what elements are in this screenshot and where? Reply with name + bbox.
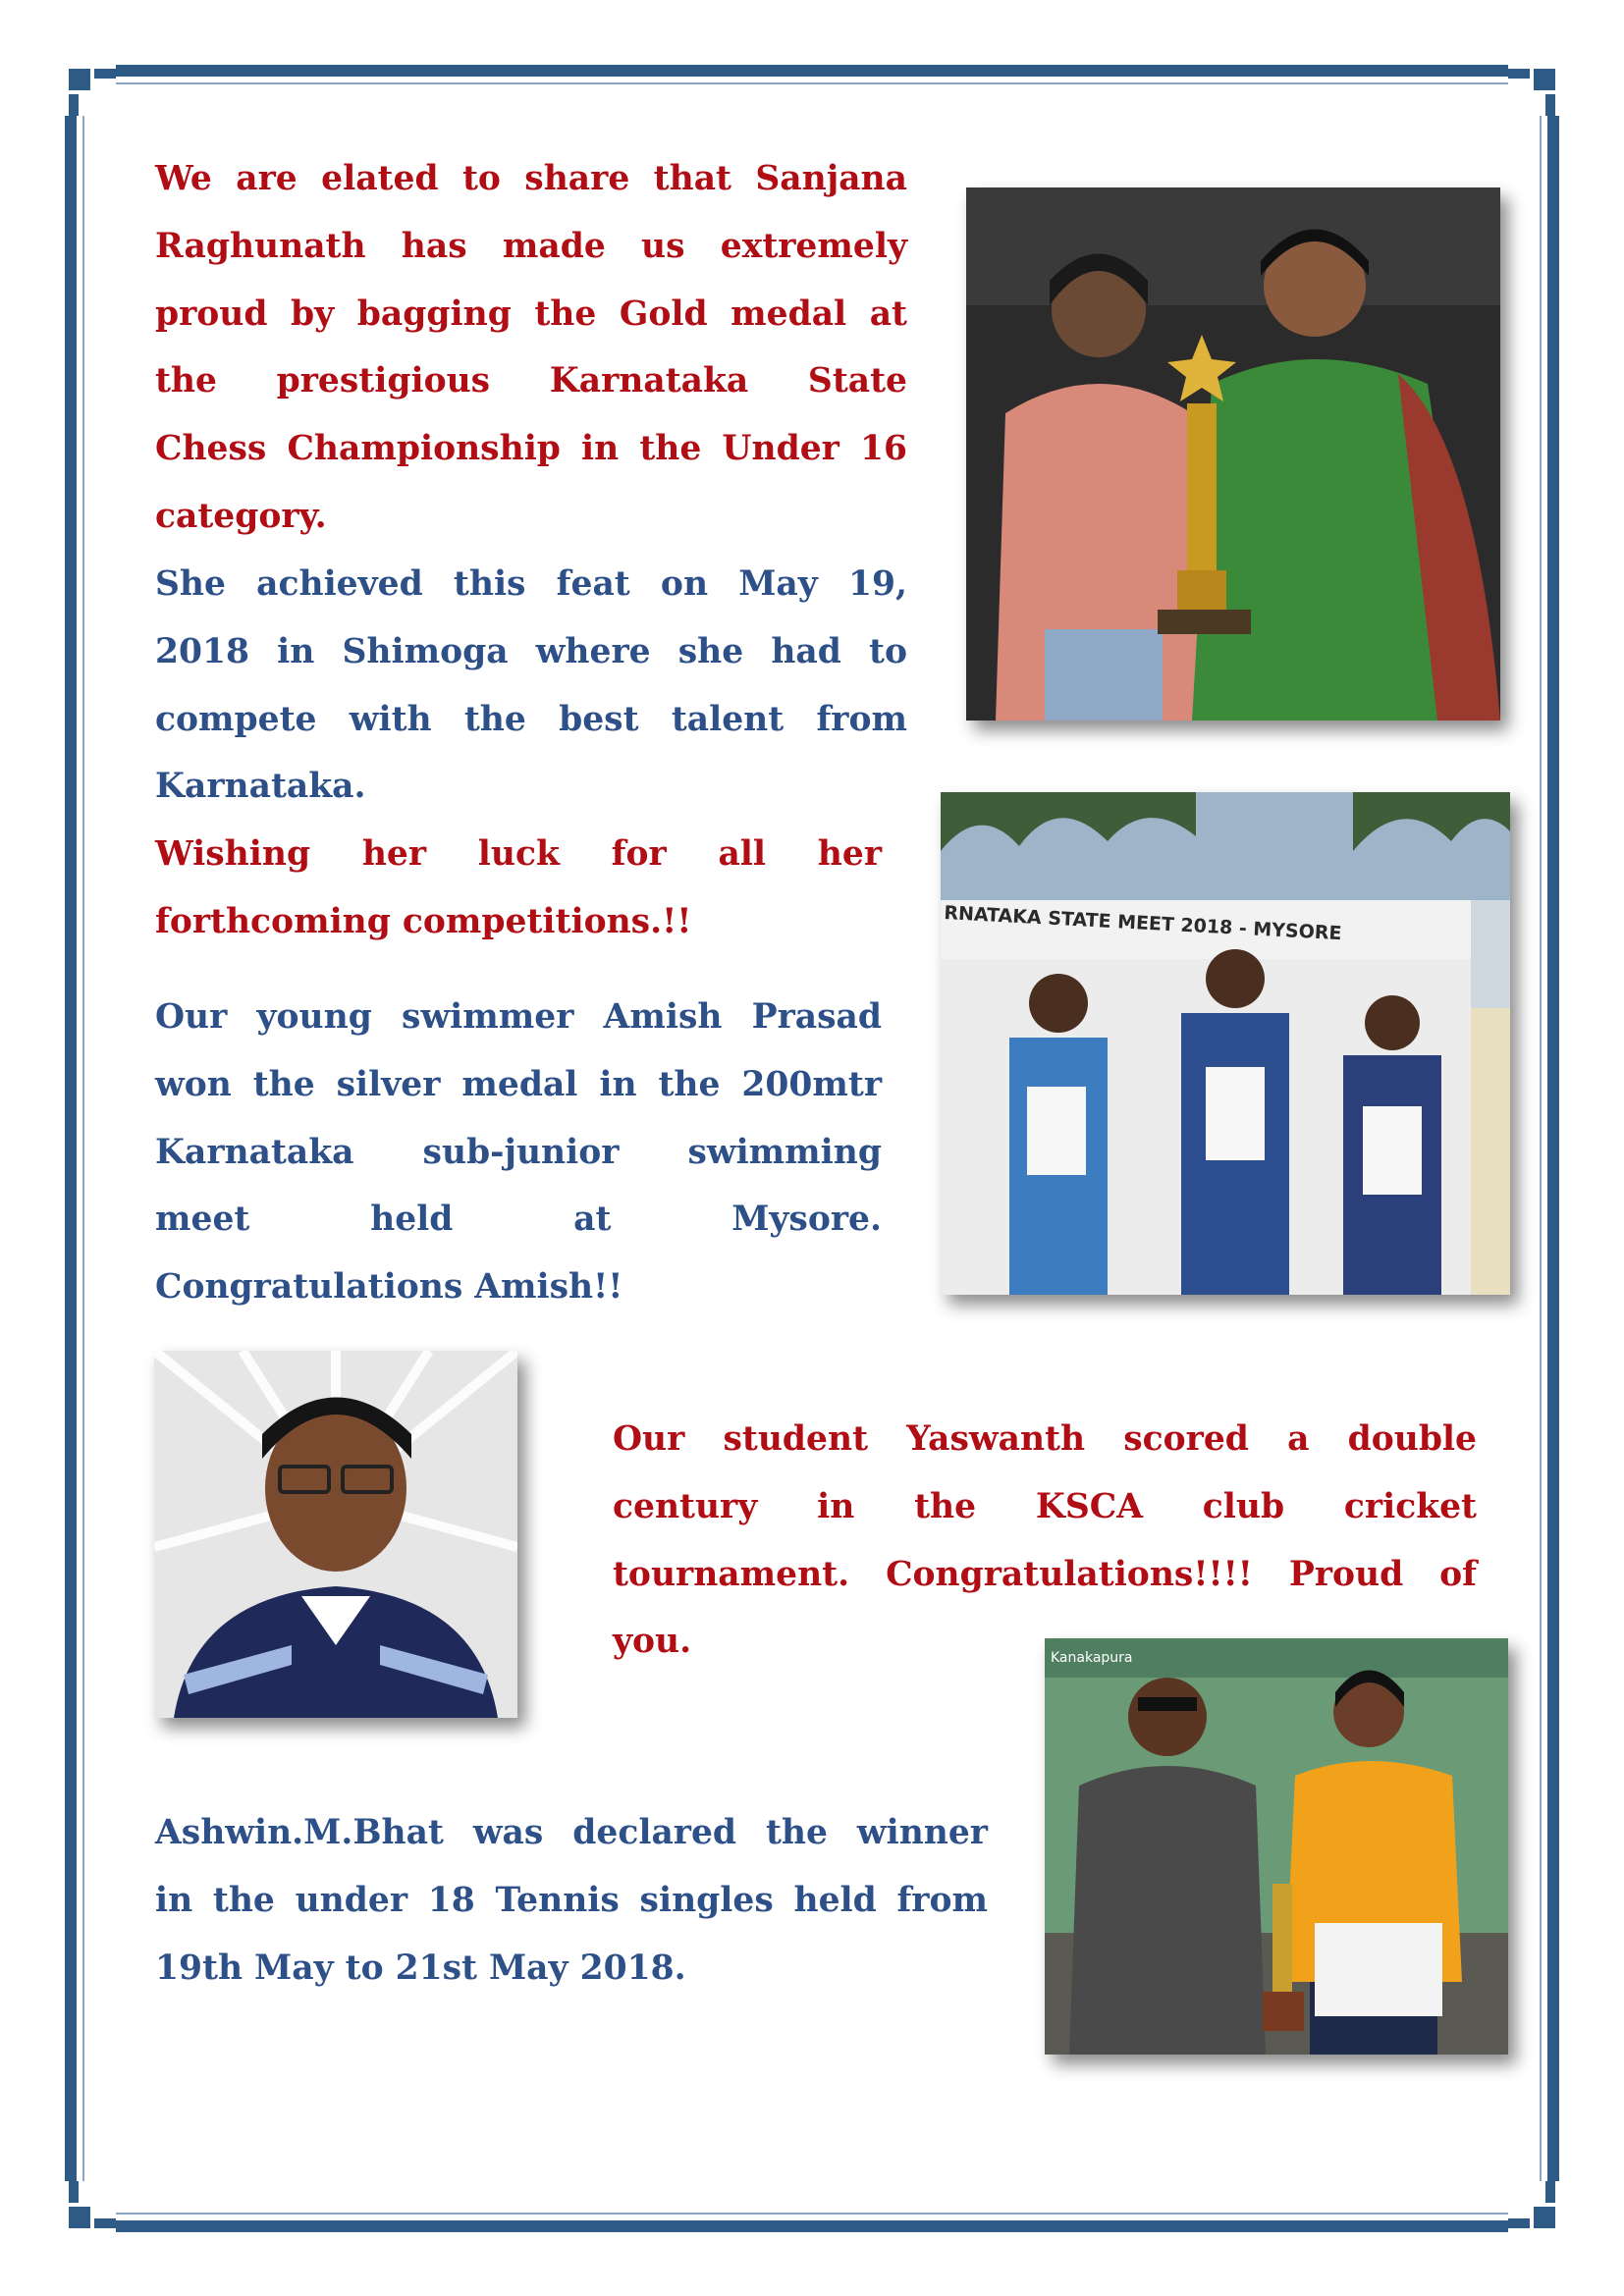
podium-photo: [941, 792, 1510, 1295]
cricket-line: century in the KSCA club cricket: [613, 1486, 1477, 1526]
chess-wishes: [155, 821, 882, 956]
swimming-text: [155, 984, 882, 1321]
tennis-line: Ashwin.M.Bhat was declared the winner: [155, 1813, 988, 1852]
cricket-text: [613, 1406, 1477, 1676]
swimming-line: Our young swimmer Amish Prasad: [155, 997, 882, 1037]
tennis-line: in the under 18 Tennis singles held from: [155, 1880, 988, 1920]
cricket-line: Our student Yaswanth scored a double: [613, 1419, 1477, 1459]
chess-line: Raghunath has made us extremely: [155, 226, 907, 266]
chess-line: category.: [155, 496, 327, 536]
tennis-photo: [1045, 1638, 1508, 2055]
banner-text: RNATAKA STATE MEET 2018 - MYSORE: [943, 902, 1342, 945]
tennis-text: [155, 1799, 988, 2002]
venue-label: Kanakapura: [1051, 1650, 1133, 1666]
portrait-photo: [154, 1351, 517, 1718]
chess-details: [155, 551, 907, 821]
wishes-line: forthcoming competitions.!!: [155, 901, 692, 941]
chess-detail-line: She achieved this feat on May 19,: [155, 564, 907, 604]
chess-detail-line: Karnataka.: [155, 767, 366, 807]
tennis-line: 19th May to 21st May 2018.: [155, 1948, 686, 1988]
cricket-line: you.: [613, 1622, 692, 1662]
chess-detail-line: compete with the best talent from: [155, 699, 907, 739]
swimming-line: Congratulations Amish!!: [155, 1267, 623, 1308]
chess-line: proud by bagging the Gold medal at: [155, 294, 907, 334]
wishes-line: Wishing her luck for all her: [155, 834, 882, 874]
swimming-line: Karnataka sub-junior swimming: [155, 1132, 882, 1172]
chess-announcement: [155, 145, 907, 551]
trophy-photo: [966, 187, 1500, 721]
chess-line: We are elated to share that Sanjana: [155, 159, 907, 198]
cricket-line: tournament. Congratulations!!!! Proud of: [613, 1554, 1477, 1594]
swimming-line: won the silver medal in the 200mtr: [155, 1064, 882, 1104]
chess-line: Chess Championship in the Under 16: [155, 429, 907, 469]
chess-detail-line: 2018 in Shimoga where she had to: [155, 631, 907, 671]
swimming-line: meet held at Mysore.: [155, 1200, 882, 1240]
chess-line: the prestigious Karnataka State: [155, 361, 907, 401]
